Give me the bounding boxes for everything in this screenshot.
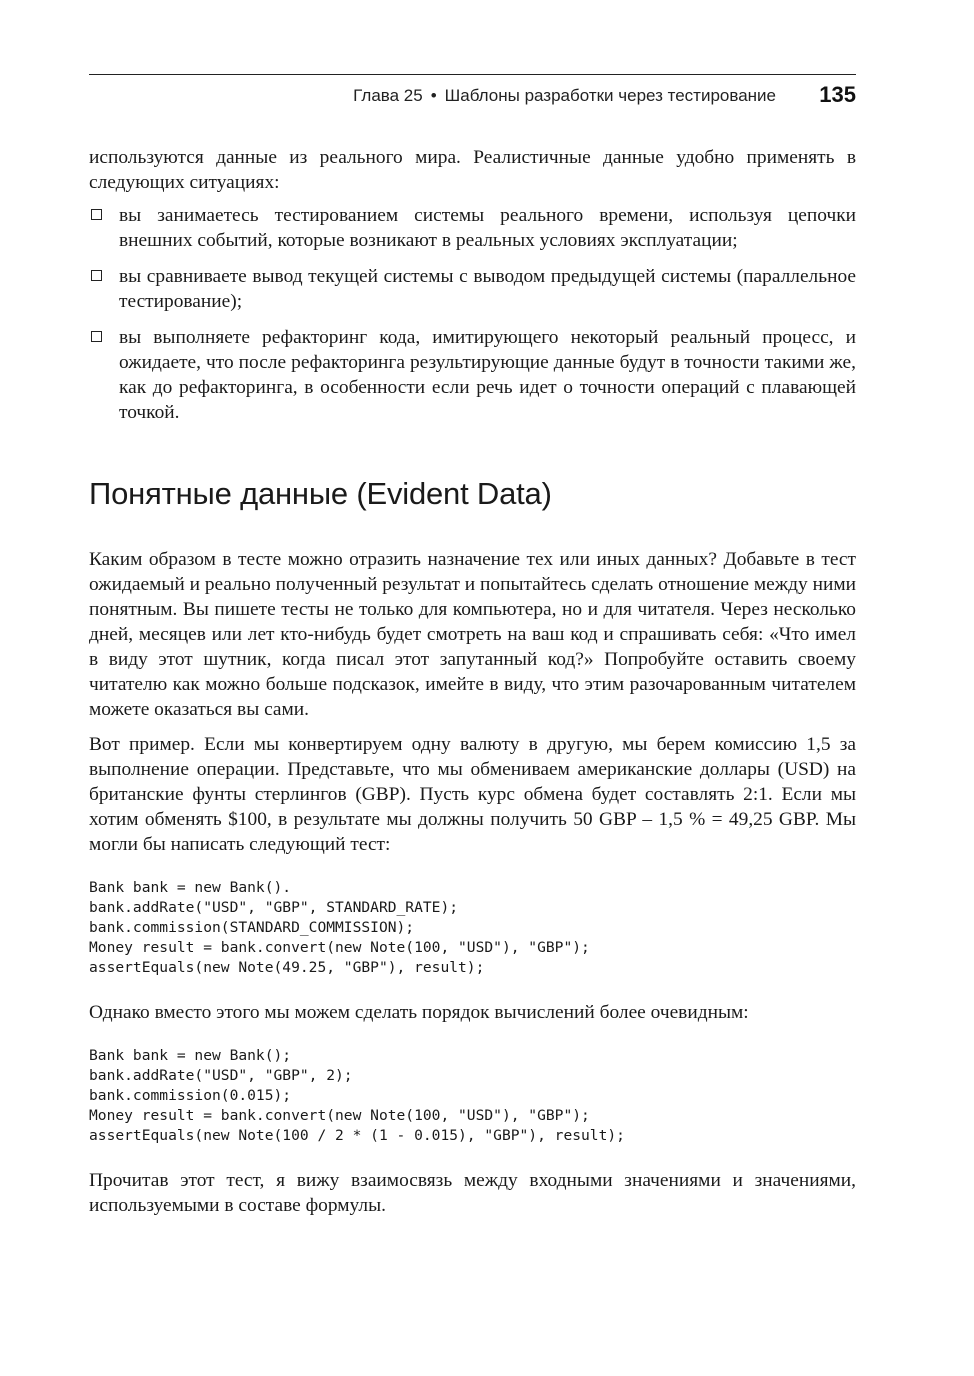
- body-paragraph: Однако вместо этого мы можем сделать порядок вычислений более очевидным:: [89, 1002, 749, 1023]
- checkbox-bullet-icon: [91, 209, 102, 220]
- chapter-title: Шаблоны разработки через тестирование: [444, 86, 776, 105]
- code-line: assertEquals(new Note(100 / 2 * (1 - 0.015), "GBP"), result);: [89, 1127, 625, 1144]
- list-item: [89, 325, 856, 425]
- running-header-chapter: [353, 86, 776, 106]
- code-line: bank.commission(0.015);: [89, 1087, 292, 1104]
- code-line: Bank bank = new Bank();: [89, 1047, 292, 1064]
- code-line: Money result = bank.convert(new Note(100, "USD"), "GBP");: [89, 939, 590, 956]
- body-paragraph: Прочитав этот тест, я вижу взаимосвязь между входными значениями и значениями, используемыми в составе формулы.: [89, 1170, 856, 1216]
- list-item-text: вы выполняете рефакторинг кода, имитирующего некоторый реальный процесс, и ожидаете, что после рефакторинга результирующие данные будут в точности такими же, как до рефакторинга, в особенности если речь идет о точности операций с плавающей точкой.: [119, 327, 856, 423]
- body-paragraph: Вот пример. Если мы конвертируем одну валюту в другую, мы берем комиссию 1,5 за выполнение операции. Представьте, что мы обмениваем американские доллары (USD) на британские фунты стерлингов (GBP). Пусть курс обмена будет составлять 2:1. Если мы хотим обменять $100, в результате мы должны получить 50 GBP – 1,5 % = 49,25 GBP. Мы могли бы написать следующий тест:: [89, 734, 856, 855]
- list-item-text: вы сравниваете вывод текущей системы с выводом предыдущей системы (параллельное тестирование);: [119, 266, 856, 312]
- checkbox-bullet-icon: [91, 270, 102, 281]
- code-listing-2: [89, 1046, 856, 1146]
- code-listing-1: [89, 878, 856, 978]
- bullet-list: [89, 203, 856, 425]
- checkbox-bullet-icon: [91, 331, 102, 342]
- chapter-number: Глава 25: [353, 86, 423, 105]
- page-content: [89, 145, 856, 1218]
- intro-paragraph: используются данные из реального мира. Реалистичные данные удобно применять в следующих ситуациях:: [89, 147, 856, 193]
- code-line: bank.addRate("USD", "GBP", 2);: [89, 1067, 353, 1084]
- code-line: bank.addRate("USD", "GBP", STANDARD_RATE);: [89, 899, 459, 916]
- code-line: assertEquals(new Note(49.25, "GBP"), result);: [89, 959, 485, 976]
- list-item-text: вы занимаетесь тестированием системы реального времени, используя цепочки внешних событий, которые возникают в реальных условиях эксплуатации;: [119, 205, 856, 251]
- body-paragraph: Каким образом в тесте можно отразить назначение тех или иных данных? Добавьте в тест ожидаемый и реально полученный результат и попытайтесь сделать отношение между ними понятным. Вы пишете тесты не только для компьютера, но и для читателя. Через несколько дней, месяцев или лет кто-нибудь будет смотреть на ваш код и спрашивать себя: «Что имел в виду этот шутник, когда писал этот запутанный код?» Попробуйте оставить своему читателю как можно больше подсказок, имейте в виду, что этим разочарованным читателем можете оказаться вы сами.: [89, 549, 856, 720]
- page-number: 135: [819, 82, 856, 107]
- section-title: Понятные данные (Evident Data): [89, 476, 552, 511]
- code-line: bank.commission(STANDARD_COMMISSION);: [89, 919, 415, 936]
- list-item: [89, 203, 856, 253]
- code-line: Money result = bank.convert(new Note(100, "USD"), "GBP");: [89, 1107, 590, 1124]
- code-line: Bank bank = new Bank().: [89, 879, 292, 896]
- list-item: [89, 264, 856, 314]
- running-header: [89, 74, 856, 109]
- header-separator: •: [430, 86, 437, 105]
